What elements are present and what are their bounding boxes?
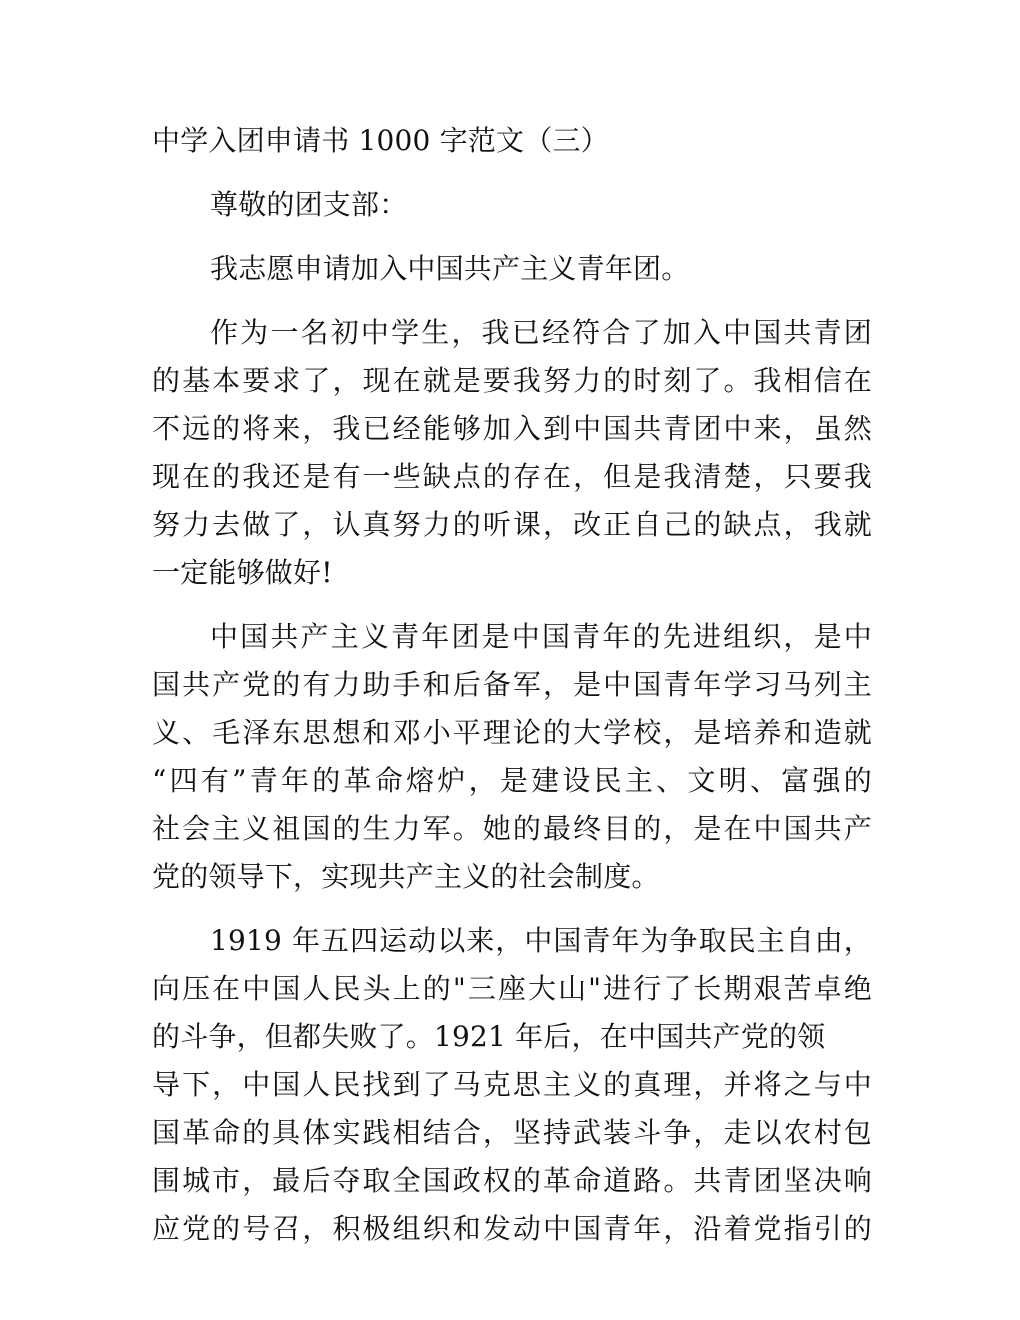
paragraph-line: 导下，中国人民找到了马克思主义的真理，并将之与中 (152, 1068, 872, 1101)
paragraph-1 (152, 245, 872, 293)
paragraph-line: 围城市，最后夺取全国政权的革命道路。共青团坚决响 (152, 1164, 872, 1197)
paragraph-line: 向压在中国人民头上的"三座大山"进行了长期艰苦卓绝 (152, 972, 872, 1005)
paragraph-line: 1919 年五四运动以来，中国青年为争取民主自由， (210, 924, 872, 957)
paragraph-line: 不远的将来，我已经能够加入到中国共青团中来，虽然 (152, 412, 872, 445)
paragraph-line: 国革命的具体实践相结合，坚持武装斗争，走以农村包 (152, 1116, 872, 1149)
paragraph-line: 的基本要求了，现在就是要我努力的时刻了。我相信在 (152, 364, 872, 397)
paragraph-2 (152, 309, 872, 597)
paragraph-line: 的斗争，但都失败了。1921 年后，在中国共产党的领 (152, 1020, 826, 1053)
salutation: 尊敬的团支部： (210, 188, 408, 221)
document-page (152, 117, 872, 1253)
paragraph-line: 义、毛泽东思想和邓小平理论的大学校，是培养和造就 (152, 716, 872, 749)
paragraph-4 (152, 917, 872, 1253)
document-title: 中学入团申请书 1000 字范文（三） (152, 124, 609, 157)
paragraph-line: 我志愿申请加入中国共产主义青年团。 (210, 252, 690, 285)
paragraph-line: 作为一名初中学生，我已经符合了加入中国共青团 (210, 316, 872, 349)
paragraph-line: 党的领导下，实现共产主义的社会制度。 (152, 860, 660, 893)
paragraph-line: 应党的号召，积极组织和发动中国青年，沿着党指引的 (152, 1212, 872, 1245)
paragraph-line: “四有”青年的革命熔炉，是建设民主、文明、富强的 (152, 764, 872, 797)
paragraph-line: 国共产党的有力助手和后备军，是中国青年学习马列主 (152, 668, 872, 701)
paragraph-line: 中国共产主义青年团是中国青年的先进组织，是中 (210, 620, 872, 653)
paragraph-line: 努力去做了，认真努力的听课，改正自己的缺点，我就 (152, 508, 872, 541)
paragraph-line: 现在的我还是有一些缺点的存在，但是我清楚，只要我 (152, 460, 872, 493)
paragraph-line: 一定能够做好! (152, 556, 333, 589)
paragraph-line: 社会主义祖国的生力军。她的最终目的，是在中国共产 (152, 812, 872, 845)
paragraph-3 (152, 613, 872, 901)
